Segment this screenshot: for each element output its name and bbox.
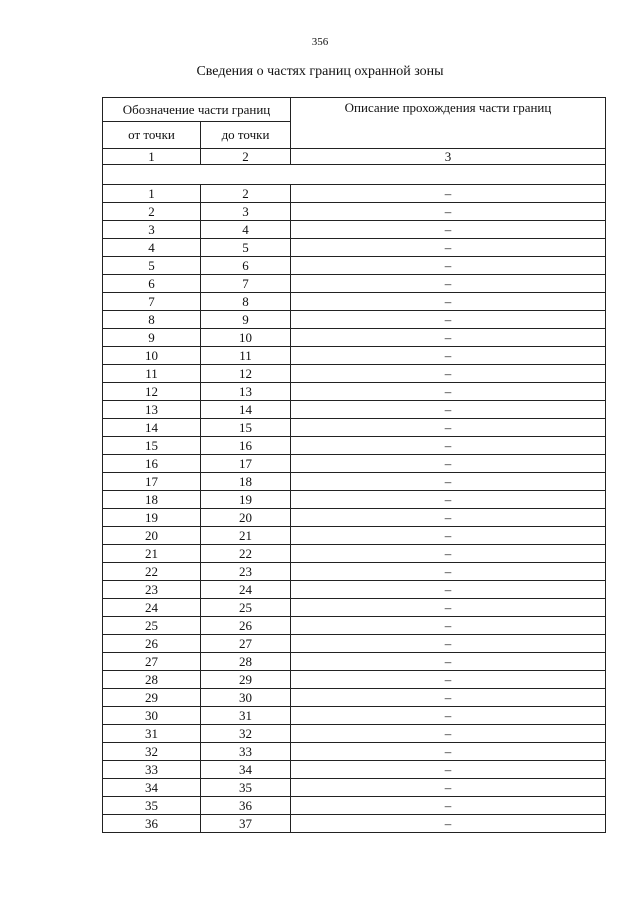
table-row <box>103 365 606 383</box>
table-row <box>103 563 606 581</box>
from-point-cell: 2 <box>103 203 201 221</box>
description-cell: – <box>291 203 606 221</box>
table-row <box>103 275 606 293</box>
from-point-cell: 12 <box>103 383 201 401</box>
to-point-cell: 28 <box>201 653 291 671</box>
from-point-cell: 32 <box>103 743 201 761</box>
to-point-cell: 7 <box>201 275 291 293</box>
boundary-parts-table <box>102 97 606 833</box>
table-row <box>103 383 606 401</box>
description-cell: – <box>291 581 606 599</box>
description-cell: – <box>291 437 606 455</box>
description-cell: – <box>291 509 606 527</box>
description-cell: – <box>291 527 606 545</box>
table-row <box>103 491 606 509</box>
table-row <box>103 473 606 491</box>
to-point-cell: 17 <box>201 455 291 473</box>
table-row <box>103 653 606 671</box>
table-row <box>103 797 606 815</box>
from-point-cell: 10 <box>103 347 201 365</box>
to-point-cell: 14 <box>201 401 291 419</box>
description-cell: – <box>291 419 606 437</box>
from-point-cell: 33 <box>103 761 201 779</box>
from-point-cell: 31 <box>103 725 201 743</box>
description-cell: – <box>291 545 606 563</box>
spacer-cell <box>103 165 606 185</box>
description-cell: – <box>291 563 606 581</box>
to-point-cell: 15 <box>201 419 291 437</box>
column-number: 1 <box>103 149 201 165</box>
to-point-cell: 23 <box>201 563 291 581</box>
table-row <box>103 779 606 797</box>
to-point-cell: 19 <box>201 491 291 509</box>
from-point-cell: 17 <box>103 473 201 491</box>
table-row <box>103 329 606 347</box>
from-point-cell: 9 <box>103 329 201 347</box>
from-point-cell: 24 <box>103 599 201 617</box>
from-point-cell: 16 <box>103 455 201 473</box>
to-point-cell: 37 <box>201 815 291 833</box>
table-row <box>103 689 606 707</box>
to-point-cell: 9 <box>201 311 291 329</box>
to-point-cell: 18 <box>201 473 291 491</box>
group-header: Обозначение части границ <box>103 98 291 122</box>
to-point-cell: 4 <box>201 221 291 239</box>
description-cell: – <box>291 239 606 257</box>
column-numbers-row <box>103 149 606 165</box>
description-cell: – <box>291 797 606 815</box>
to-point-cell: 11 <box>201 347 291 365</box>
description-cell: – <box>291 383 606 401</box>
to-point-cell: 12 <box>201 365 291 383</box>
column-number: 3 <box>291 149 606 165</box>
description-cell: – <box>291 185 606 203</box>
table-row <box>103 455 606 473</box>
from-point-header: от точки <box>103 122 201 149</box>
description-cell: – <box>291 599 606 617</box>
table-row <box>103 293 606 311</box>
from-point-cell: 19 <box>103 509 201 527</box>
to-point-cell: 36 <box>201 797 291 815</box>
table-row <box>103 671 606 689</box>
table-row <box>103 635 606 653</box>
description-cell: – <box>291 671 606 689</box>
table-row <box>103 545 606 563</box>
from-point-cell: 34 <box>103 779 201 797</box>
table-row <box>103 221 606 239</box>
from-point-cell: 11 <box>103 365 201 383</box>
from-point-cell: 1 <box>103 185 201 203</box>
to-point-cell: 2 <box>201 185 291 203</box>
to-point-cell: 21 <box>201 527 291 545</box>
from-point-cell: 30 <box>103 707 201 725</box>
description-cell: – <box>291 275 606 293</box>
from-point-cell: 36 <box>103 815 201 833</box>
to-point-cell: 3 <box>201 203 291 221</box>
from-point-cell: 22 <box>103 563 201 581</box>
from-point-cell: 14 <box>103 419 201 437</box>
table-row <box>103 599 606 617</box>
from-point-cell: 29 <box>103 689 201 707</box>
to-point-cell: 35 <box>201 779 291 797</box>
spacer-row <box>103 165 606 185</box>
to-point-cell: 31 <box>201 707 291 725</box>
description-cell: – <box>291 455 606 473</box>
from-point-cell: 8 <box>103 311 201 329</box>
to-point-cell: 33 <box>201 743 291 761</box>
from-point-cell: 27 <box>103 653 201 671</box>
document-title: Сведения о частях границ охранной зоны <box>196 64 444 79</box>
to-point-cell: 30 <box>201 689 291 707</box>
table-row <box>103 311 606 329</box>
description-cell: – <box>291 293 606 311</box>
to-point-cell: 25 <box>201 599 291 617</box>
to-point-cell: 20 <box>201 509 291 527</box>
from-point-cell: 3 <box>103 221 201 239</box>
from-point-cell: 25 <box>103 617 201 635</box>
from-point-cell: 15 <box>103 437 201 455</box>
to-point-cell: 8 <box>201 293 291 311</box>
to-point-cell: 22 <box>201 545 291 563</box>
description-cell: – <box>291 401 606 419</box>
description-cell: – <box>291 743 606 761</box>
page-number: 356 <box>311 36 329 48</box>
to-point-cell: 26 <box>201 617 291 635</box>
description-cell: – <box>291 779 606 797</box>
from-point-cell: 4 <box>103 239 201 257</box>
to-point-cell: 10 <box>201 329 291 347</box>
description-cell: – <box>291 725 606 743</box>
table-row <box>103 761 606 779</box>
from-point-cell: 26 <box>103 635 201 653</box>
table-row <box>103 401 606 419</box>
table-row <box>103 581 606 599</box>
from-point-cell: 7 <box>103 293 201 311</box>
table-row <box>103 725 606 743</box>
from-point-cell: 18 <box>103 491 201 509</box>
from-point-cell: 28 <box>103 671 201 689</box>
column-number: 2 <box>201 149 291 165</box>
description-cell: – <box>291 707 606 725</box>
to-point-cell: 13 <box>201 383 291 401</box>
to-point-cell: 27 <box>201 635 291 653</box>
description-cell: – <box>291 329 606 347</box>
table-row <box>103 707 606 725</box>
to-point-header: до точки <box>201 122 291 149</box>
table-row <box>103 257 606 275</box>
to-point-cell: 32 <box>201 725 291 743</box>
to-point-cell: 16 <box>201 437 291 455</box>
table-header-row <box>103 98 606 122</box>
to-point-cell: 24 <box>201 581 291 599</box>
from-point-cell: 23 <box>103 581 201 599</box>
description-cell: – <box>291 653 606 671</box>
description-cell: – <box>291 257 606 275</box>
to-point-cell: 29 <box>201 671 291 689</box>
description-cell: – <box>291 473 606 491</box>
from-point-cell: 5 <box>103 257 201 275</box>
table-row <box>103 347 606 365</box>
table-row <box>103 185 606 203</box>
table-row <box>103 743 606 761</box>
description-cell: – <box>291 617 606 635</box>
from-point-cell: 13 <box>103 401 201 419</box>
description-cell: – <box>291 347 606 365</box>
to-point-cell: 34 <box>201 761 291 779</box>
from-point-cell: 21 <box>103 545 201 563</box>
from-point-cell: 6 <box>103 275 201 293</box>
description-cell: – <box>291 761 606 779</box>
to-point-cell: 6 <box>201 257 291 275</box>
table-row <box>103 203 606 221</box>
description-cell: – <box>291 689 606 707</box>
to-point-cell: 5 <box>201 239 291 257</box>
table-row <box>103 419 606 437</box>
table-row <box>103 509 606 527</box>
from-point-cell: 20 <box>103 527 201 545</box>
table-row <box>103 815 606 833</box>
description-cell: – <box>291 815 606 833</box>
description-cell: – <box>291 491 606 509</box>
description-cell: – <box>291 365 606 383</box>
from-point-cell: 35 <box>103 797 201 815</box>
description-cell: – <box>291 221 606 239</box>
description-header: Описание прохождения части границ <box>291 98 606 149</box>
description-cell: – <box>291 635 606 653</box>
table-row <box>103 437 606 455</box>
description-cell: – <box>291 311 606 329</box>
table-row <box>103 527 606 545</box>
table-row <box>103 617 606 635</box>
table-row <box>103 239 606 257</box>
